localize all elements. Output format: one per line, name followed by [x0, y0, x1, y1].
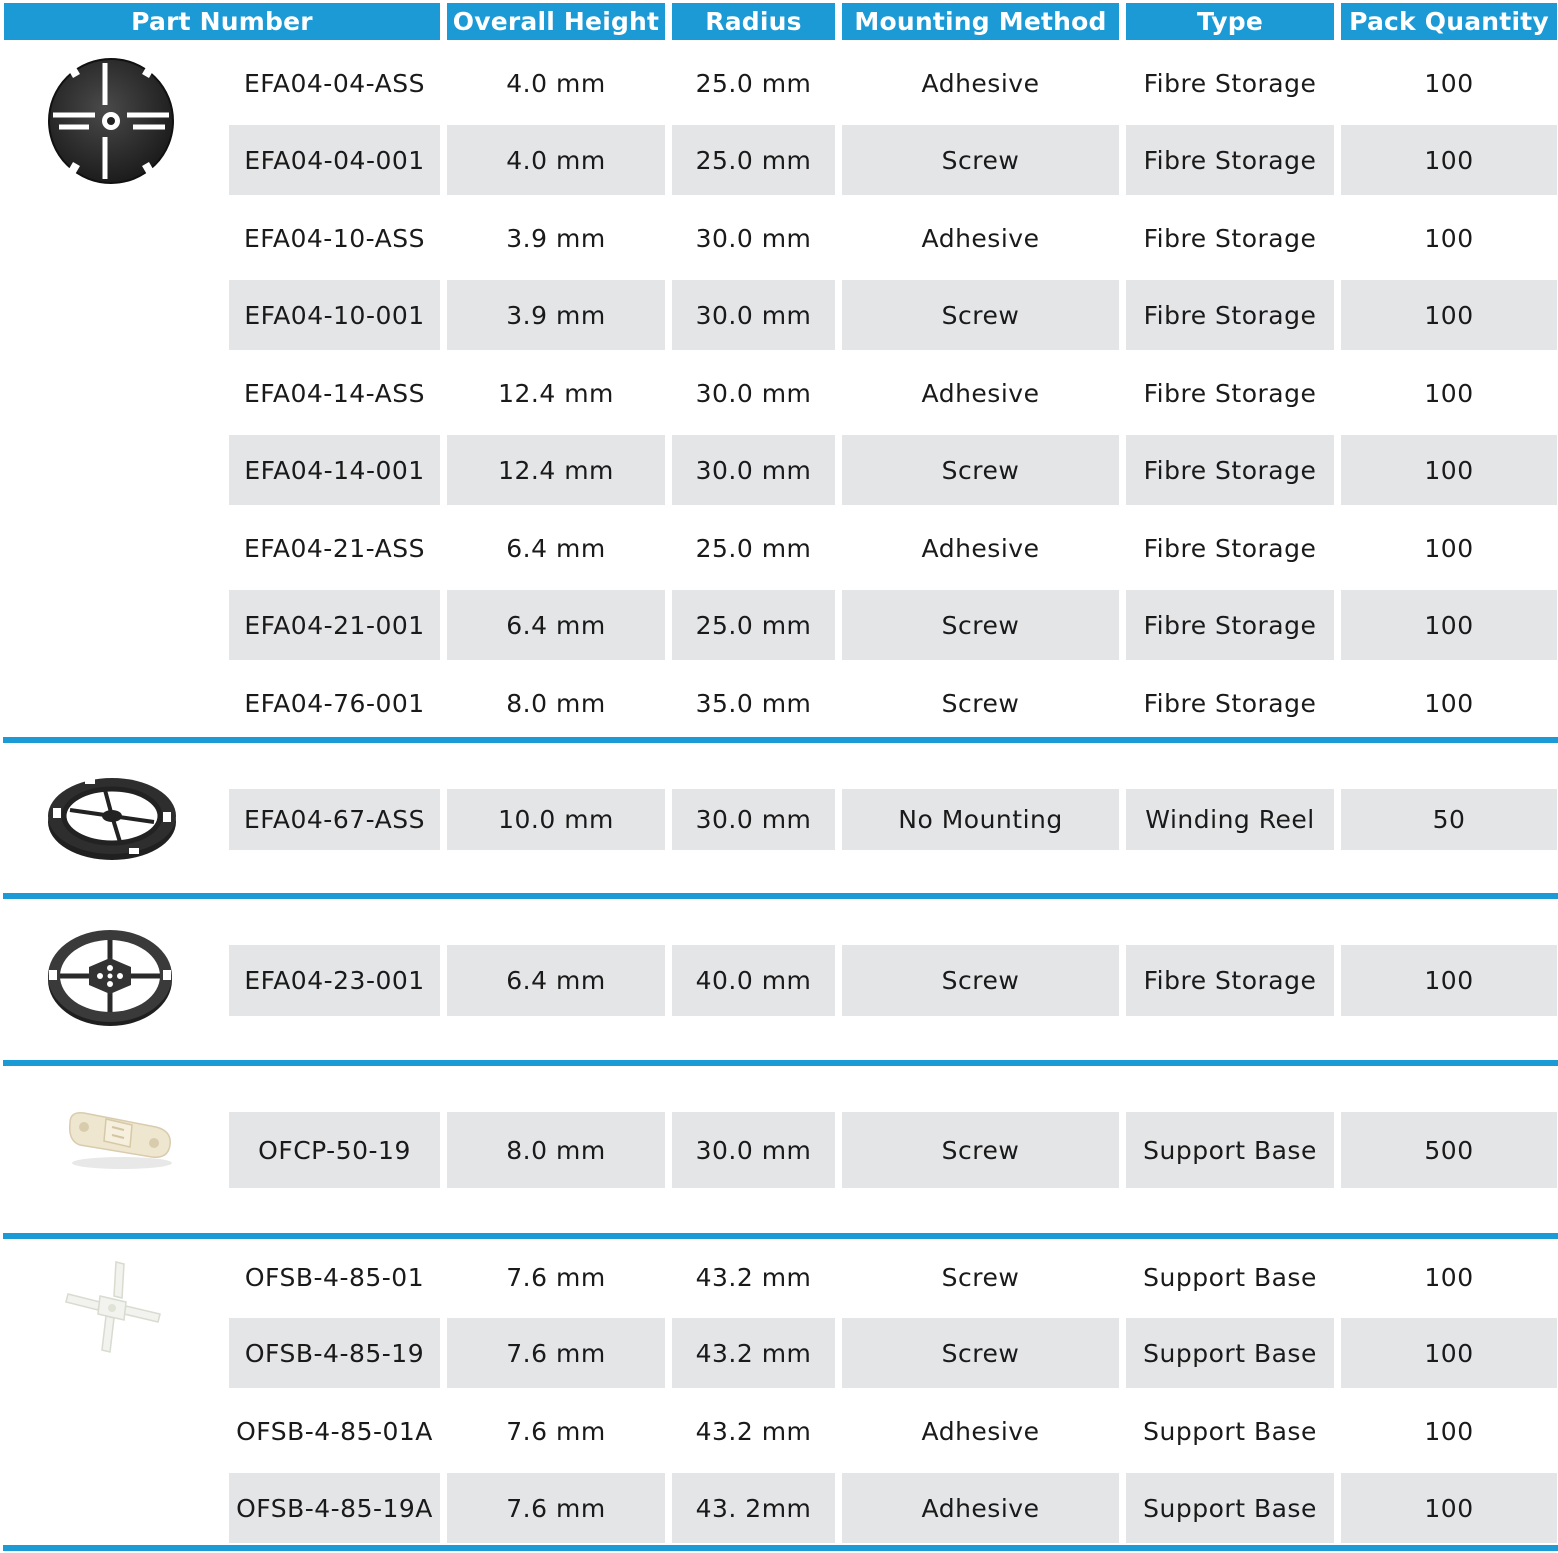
- cell-type: Fibre Storage: [1143, 533, 1317, 563]
- cell-part-number: OFSB-4-85-19A: [229, 1473, 440, 1543]
- cell-mounting-method: Screw: [842, 125, 1119, 195]
- header-type: Type: [1126, 3, 1334, 40]
- cell-radius: 25.0 mm: [695, 68, 812, 98]
- cell-radius: 30.0 mm: [672, 1112, 835, 1188]
- cell-mounting-method: Adhesive: [921, 378, 1040, 408]
- cell-part-number: OFCP-50-19: [229, 1112, 440, 1188]
- cell-overall-height: 7.6 mm: [447, 1318, 665, 1388]
- cell-overall-height: 6.4 mm: [506, 533, 606, 563]
- header-pack-quantity: Pack Quantity: [1341, 3, 1557, 40]
- cell-pack-quantity: 100: [1424, 1416, 1474, 1446]
- cell-radius: 35.0 mm: [695, 688, 812, 718]
- cell-pack-quantity: 50: [1341, 789, 1557, 850]
- cell-overall-height: 6.4 mm: [447, 590, 665, 660]
- cell-pack-quantity: 100: [1341, 125, 1557, 195]
- group-divider: [3, 737, 1558, 743]
- cell-mounting-method: Adhesive: [921, 533, 1040, 563]
- cell-pack-quantity: 100: [1341, 945, 1557, 1016]
- cell-radius: 25.0 mm: [695, 533, 812, 563]
- cell-part-number: EFA04-67-ASS: [229, 789, 440, 850]
- cell-type: Fibre Storage: [1143, 378, 1317, 408]
- cell-radius: 30.0 mm: [672, 789, 835, 850]
- cell-radius: 43. 2mm: [672, 1473, 835, 1543]
- cell-mounting-method: Screw: [842, 590, 1119, 660]
- cell-part-number: EFA04-14-001: [229, 435, 440, 505]
- cell-mounting-method: Screw: [941, 1262, 1020, 1292]
- cross-support-base-icon: [62, 1258, 164, 1356]
- cell-radius: 30.0 mm: [695, 223, 812, 253]
- cell-type: Fibre Storage: [1126, 435, 1334, 505]
- cell-pack-quantity: 100: [1341, 1473, 1557, 1543]
- cell-pack-quantity: 100: [1341, 435, 1557, 505]
- cell-pack-quantity: 100: [1424, 378, 1474, 408]
- cell-overall-height: 7.6 mm: [506, 1262, 606, 1292]
- cell-type: Support Base: [1126, 1112, 1334, 1188]
- support-base-clip-icon: [60, 1105, 178, 1173]
- cell-type: Fibre Storage: [1143, 223, 1317, 253]
- cell-radius: 30.0 mm: [672, 280, 835, 350]
- cell-type: Fibre Storage: [1126, 125, 1334, 195]
- cell-type: Fibre Storage: [1126, 280, 1334, 350]
- cell-pack-quantity: 100: [1424, 223, 1474, 253]
- cell-type: Fibre Storage: [1126, 590, 1334, 660]
- cell-pack-quantity: 100: [1424, 688, 1474, 718]
- cell-part-number: EFA04-10-001: [229, 280, 440, 350]
- cell-part-number: EFA04-10-ASS: [244, 223, 425, 253]
- cell-radius: 30.0 mm: [695, 378, 812, 408]
- group-divider: [3, 1060, 1558, 1066]
- cell-part-number: OFSB-4-85-01A: [236, 1416, 433, 1446]
- cell-pack-quantity: 100: [1424, 533, 1474, 563]
- cell-radius: 25.0 mm: [672, 590, 835, 660]
- cell-part-number: EFA04-04-ASS: [244, 68, 425, 98]
- cell-radius: 43.2 mm: [695, 1416, 812, 1446]
- cell-pack-quantity: 500: [1341, 1112, 1557, 1188]
- cell-mounting-method: Adhesive: [921, 223, 1040, 253]
- cell-overall-height: 4.0 mm: [447, 125, 665, 195]
- cell-part-number: EFA04-21-001: [229, 590, 440, 660]
- cell-part-number: OFSB-4-85-19: [229, 1318, 440, 1388]
- cell-radius: 43.2 mm: [695, 1262, 812, 1292]
- cell-mounting-method: Screw: [941, 688, 1020, 718]
- cell-type: Fibre Storage: [1143, 688, 1317, 718]
- cell-overall-height: 4.0 mm: [506, 68, 606, 98]
- winding-reel-icon: [45, 770, 179, 862]
- cell-type: Support Base: [1126, 1318, 1334, 1388]
- cell-mounting-method: Screw: [842, 1318, 1119, 1388]
- spoked-fibre-reel-icon: [45, 922, 175, 1032]
- cell-mounting-method: Adhesive: [921, 68, 1040, 98]
- cell-overall-height: 6.4 mm: [447, 945, 665, 1016]
- cell-radius: 30.0 mm: [672, 435, 835, 505]
- cell-type: Support Base: [1143, 1262, 1317, 1292]
- cell-mounting-method: Screw: [842, 1112, 1119, 1188]
- header-overall-height: Overall Height: [447, 3, 665, 40]
- cell-pack-quantity: 100: [1341, 280, 1557, 350]
- cell-part-number: EFA04-76-001: [244, 688, 425, 718]
- cell-pack-quantity: 100: [1341, 590, 1557, 660]
- cell-part-number: EFA04-23-001: [229, 945, 440, 1016]
- cell-part-number: EFA04-21-ASS: [244, 533, 425, 563]
- cell-overall-height: 7.6 mm: [447, 1473, 665, 1543]
- cell-mounting-method: Adhesive: [842, 1473, 1119, 1543]
- group-divider: [3, 1545, 1558, 1551]
- cell-overall-height: 12.4 mm: [447, 435, 665, 505]
- cell-type: Support Base: [1143, 1416, 1317, 1446]
- cell-overall-height: 3.9 mm: [506, 223, 606, 253]
- cell-part-number: EFA04-04-001: [229, 125, 440, 195]
- cell-overall-height: 3.9 mm: [447, 280, 665, 350]
- cell-type: Fibre Storage: [1126, 945, 1334, 1016]
- cell-mounting-method: Screw: [842, 435, 1119, 505]
- cell-part-number: EFA04-14-ASS: [244, 378, 425, 408]
- header-mounting-method: Mounting Method: [842, 3, 1119, 40]
- cell-mounting-method: Adhesive: [921, 1416, 1040, 1446]
- cell-radius: 43.2 mm: [672, 1318, 835, 1388]
- cell-mounting-method: No Mounting: [842, 789, 1119, 850]
- cell-type: Fibre Storage: [1143, 68, 1317, 98]
- cell-pack-quantity: 100: [1424, 68, 1474, 98]
- cell-overall-height: 12.4 mm: [498, 378, 614, 408]
- cell-overall-height: 8.0 mm: [506, 688, 606, 718]
- cell-mounting-method: Screw: [842, 945, 1119, 1016]
- cell-overall-height: 10.0 mm: [447, 789, 665, 850]
- fibre-storage-disc-icon: [45, 55, 177, 187]
- cell-part-number: OFSB-4-85-01: [244, 1262, 425, 1292]
- header-radius: Radius: [672, 3, 835, 40]
- cell-type: Winding Reel: [1126, 789, 1334, 850]
- cell-overall-height: 7.6 mm: [506, 1416, 606, 1446]
- cell-overall-height: 8.0 mm: [447, 1112, 665, 1188]
- group-divider: [3, 893, 1558, 899]
- group-divider: [3, 1233, 1558, 1239]
- cell-mounting-method: Screw: [842, 280, 1119, 350]
- cell-pack-quantity: 100: [1424, 1262, 1474, 1292]
- header-part-number: Part Number: [4, 3, 440, 40]
- cell-pack-quantity: 100: [1341, 1318, 1557, 1388]
- cell-radius: 25.0 mm: [672, 125, 835, 195]
- cell-type: Support Base: [1126, 1473, 1334, 1543]
- cell-radius: 40.0 mm: [672, 945, 835, 1016]
